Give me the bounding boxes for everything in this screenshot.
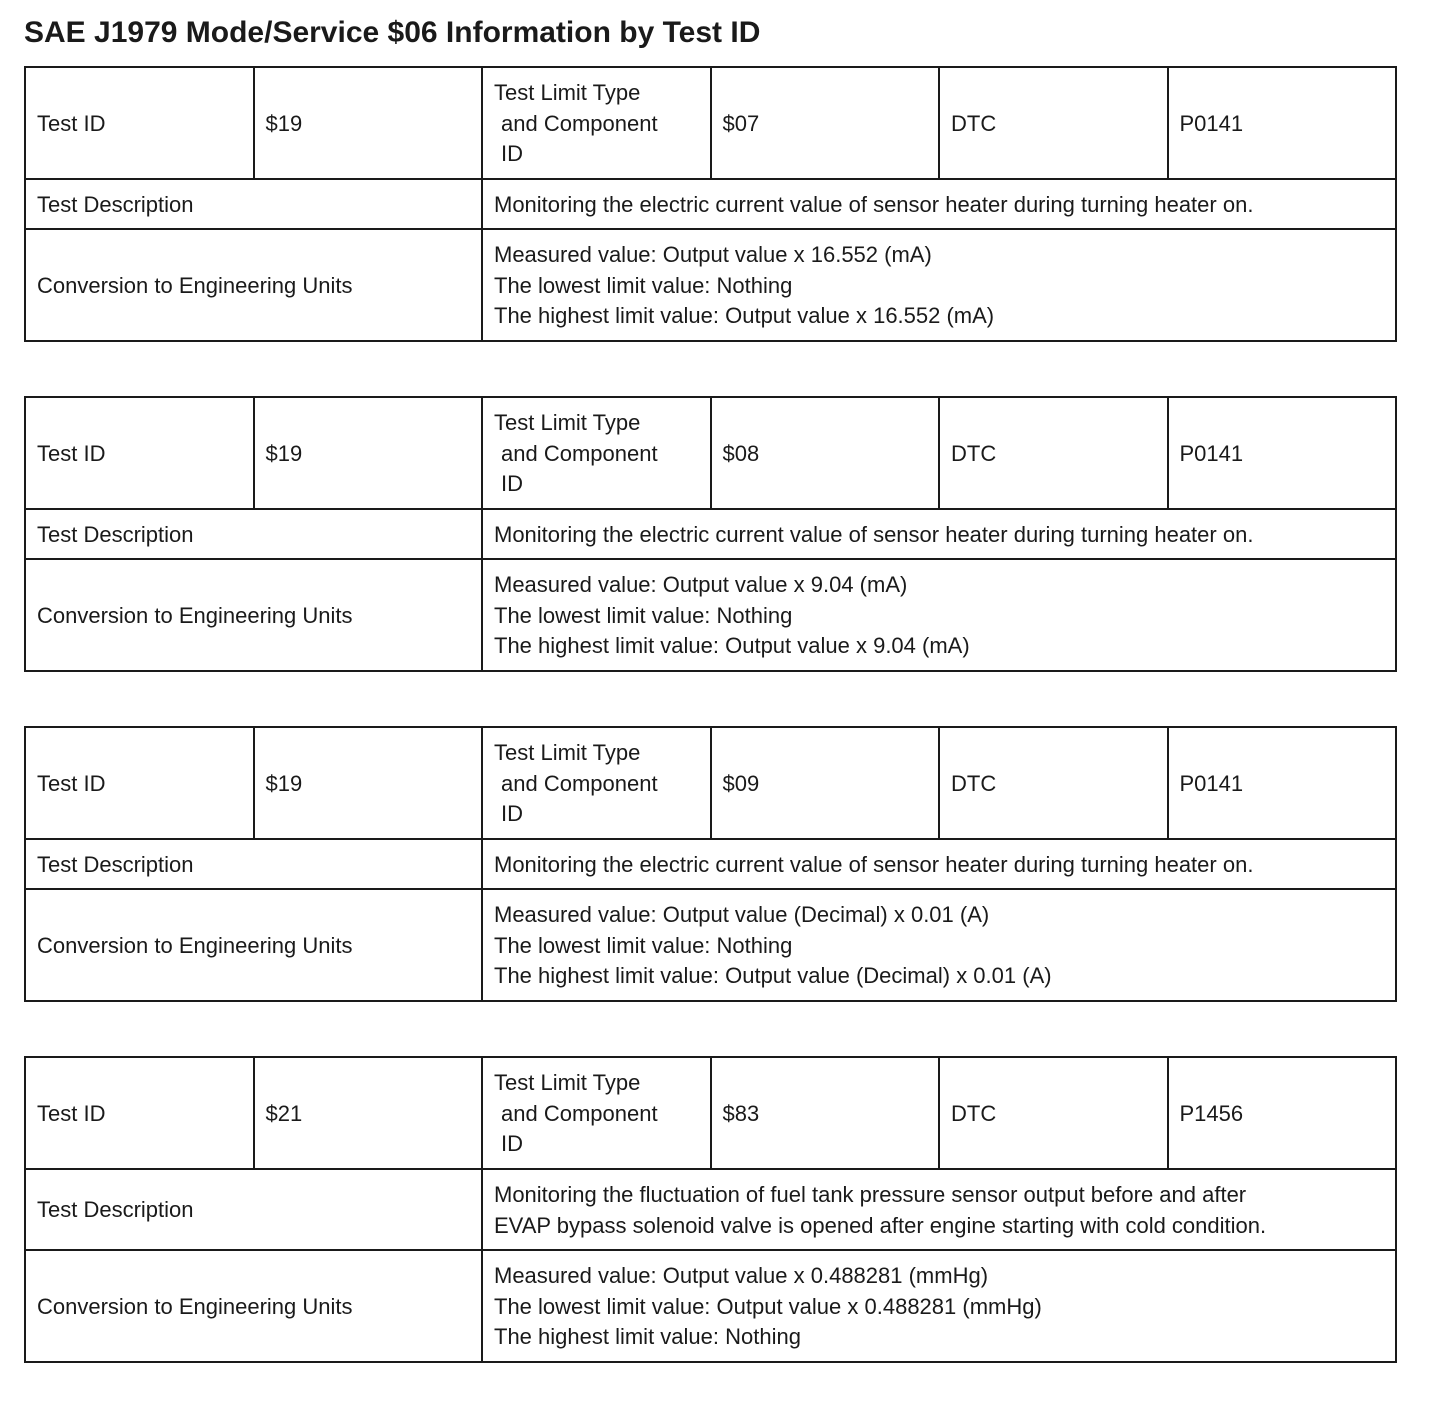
test-description-label: Test Description bbox=[25, 179, 482, 229]
conversion-row bbox=[25, 1250, 1396, 1362]
limit-type-label bbox=[482, 727, 711, 839]
test-description-value bbox=[482, 839, 1396, 889]
test-id-label: Test ID bbox=[25, 1057, 254, 1169]
conversion-line: The highest limit value: Output value x 9.04 (mA) bbox=[494, 633, 970, 659]
dtc-label: DTC bbox=[939, 727, 1168, 839]
header-row bbox=[25, 727, 1396, 839]
header-row bbox=[25, 67, 1396, 179]
description-line: Monitoring the fluctuation of fuel tank pressure sensor output before and after bbox=[494, 1182, 1247, 1207]
test-description-value bbox=[482, 179, 1396, 229]
header-row bbox=[25, 397, 1396, 509]
description-row bbox=[25, 179, 1396, 229]
test-block-table bbox=[24, 396, 1397, 672]
limit-type-label-line: Test Limit Type bbox=[494, 410, 641, 436]
dtc-value: P1456 bbox=[1168, 1057, 1397, 1169]
dtc-label: DTC bbox=[939, 397, 1168, 509]
test-description-label: Test Description bbox=[25, 1169, 482, 1250]
test-id-label: Test ID bbox=[25, 397, 254, 509]
conversion-row bbox=[25, 889, 1396, 1001]
dtc-value: P0141 bbox=[1168, 67, 1397, 179]
conversion-value bbox=[482, 559, 1396, 671]
test-block-table bbox=[24, 1056, 1397, 1363]
test-id-value: $19 bbox=[254, 397, 483, 509]
conversion-line: The lowest limit value: Output value x 0.488281 (mmHg) bbox=[494, 1293, 1042, 1319]
test-id-label: Test ID bbox=[25, 67, 254, 179]
conversion-line: The highest limit value: Nothing bbox=[494, 1324, 801, 1350]
conversion-label: Conversion to Engineering Units bbox=[25, 1250, 482, 1362]
test-id-value: $19 bbox=[254, 67, 483, 179]
test-id-value: $19 bbox=[254, 727, 483, 839]
limit-type-label bbox=[482, 397, 711, 509]
conversion-line: The lowest limit value: Nothing bbox=[494, 272, 793, 298]
description-line: EVAP bypass solenoid valve is opened after engine starting with cold condition. bbox=[494, 1212, 1267, 1238]
conversion-line: Measured value: Output value x 9.04 (mA) bbox=[494, 572, 908, 598]
dtc-value: P0141 bbox=[1168, 397, 1397, 509]
conversion-value bbox=[482, 229, 1396, 341]
limit-type-value: $07 bbox=[711, 67, 940, 179]
test-description-value bbox=[482, 1169, 1396, 1250]
limit-type-value: $83 bbox=[711, 1057, 940, 1169]
conversion-line: The lowest limit value: Nothing bbox=[494, 932, 793, 958]
limit-type-label-line: Test Limit Type bbox=[494, 740, 641, 766]
description-line: Monitoring the electric current value of sensor heater during turning heater on. bbox=[494, 851, 1254, 877]
description-row bbox=[25, 509, 1396, 559]
test-id-label: Test ID bbox=[25, 727, 254, 839]
test-description-label: Test Description bbox=[25, 509, 482, 559]
description-row bbox=[25, 1169, 1396, 1250]
conversion-label: Conversion to Engineering Units bbox=[25, 889, 482, 1001]
limit-type-label-line: Test Limit Type bbox=[494, 80, 641, 106]
test-id-value: $21 bbox=[254, 1057, 483, 1169]
limit-type-label-line: ID bbox=[501, 141, 523, 167]
test-block-table bbox=[24, 726, 1397, 1002]
conversion-line: Measured value: Output value x 16.552 (mA) bbox=[494, 242, 932, 268]
limit-type-label-line: ID bbox=[501, 1131, 523, 1157]
limit-type-label-line: Test Limit Type bbox=[494, 1070, 641, 1096]
limit-type-label bbox=[482, 1057, 711, 1169]
limit-type-label bbox=[482, 67, 711, 179]
conversion-line: Measured value: Output value (Decimal) x 0.01 (A) bbox=[494, 902, 990, 928]
test-description-value bbox=[482, 509, 1396, 559]
description-line: Monitoring the electric current value of sensor heater during turning heater on. bbox=[494, 521, 1254, 547]
limit-type-value: $08 bbox=[711, 397, 940, 509]
test-id-blocks bbox=[24, 66, 1395, 1417]
conversion-value bbox=[482, 1250, 1396, 1362]
conversion-row bbox=[25, 229, 1396, 341]
limit-type-label-line: and Component bbox=[501, 1100, 658, 1126]
conversion-line: The highest limit value: Output value x 16.552 (mA) bbox=[494, 303, 995, 329]
conversion-row bbox=[25, 559, 1396, 671]
limit-type-label-line: ID bbox=[501, 471, 523, 497]
conversion-line: The lowest limit value: Nothing bbox=[494, 602, 793, 628]
limit-type-label-line: and Component bbox=[501, 440, 658, 466]
header-row bbox=[25, 1057, 1396, 1169]
dtc-label: DTC bbox=[939, 67, 1168, 179]
limit-type-label-line: and Component bbox=[501, 770, 658, 796]
limit-type-label-line: and Component bbox=[501, 110, 658, 136]
limit-type-label-line: ID bbox=[501, 801, 523, 827]
conversion-line: The highest limit value: Output value (Decimal) x 0.01 (A) bbox=[494, 963, 1052, 989]
page-title: SAE J1979 Mode/Service $06 Information by Test ID bbox=[24, 16, 761, 49]
conversion-label: Conversion to Engineering Units bbox=[25, 559, 482, 671]
description-row bbox=[25, 839, 1396, 889]
conversion-line: Measured value: Output value x 0.488281 (mmHg) bbox=[494, 1263, 989, 1289]
dtc-label: DTC bbox=[939, 1057, 1168, 1169]
limit-type-value: $09 bbox=[711, 727, 940, 839]
dtc-value: P0141 bbox=[1168, 727, 1397, 839]
conversion-label: Conversion to Engineering Units bbox=[25, 229, 482, 341]
test-block-table bbox=[24, 66, 1397, 342]
conversion-value bbox=[482, 889, 1396, 1001]
test-description-label: Test Description bbox=[25, 839, 482, 889]
description-line: Monitoring the electric current value of sensor heater during turning heater on. bbox=[494, 191, 1254, 217]
